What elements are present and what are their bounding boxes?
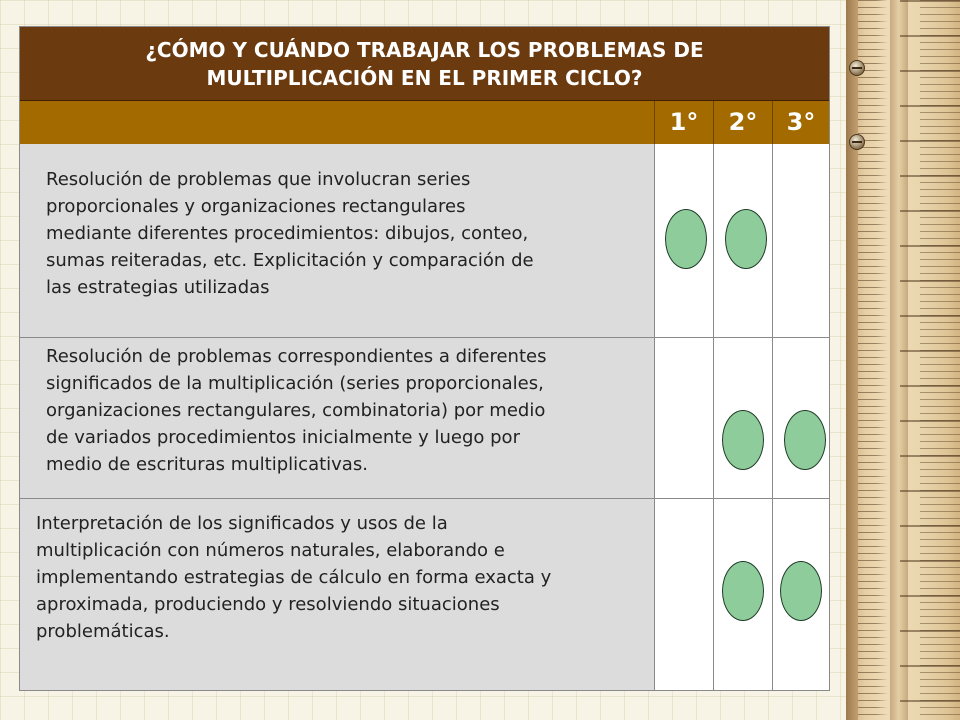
grade-3-cell — [772, 144, 829, 337]
grade-mark-oval — [722, 561, 764, 621]
row-text-line: problemáticas. — [36, 621, 170, 642]
row-text-line: proporcionales y organizaciones rectangulares — [46, 196, 466, 217]
grade-header-3: 3° — [772, 101, 829, 144]
row-text-line: organizaciones rectangulares, combinatoria) por medio — [46, 400, 546, 421]
row-text-line: las estrategias utilizadas — [46, 277, 270, 298]
row-text-line: multiplicación con números naturales, elaborando e — [36, 540, 505, 561]
grade-1-cell — [654, 499, 713, 690]
grade-mark-oval — [665, 209, 707, 269]
wooden-ruler-decoration — [846, 0, 960, 720]
table-title — [20, 27, 829, 101]
row-text-line: mediante diferentes procedimientos: dibujos, conteo, — [46, 223, 529, 244]
grade-mark-oval — [784, 410, 826, 470]
multiplication-table — [19, 26, 830, 691]
ruler-screw-icon — [849, 134, 865, 150]
table-row — [20, 144, 829, 338]
row-text-line: Resolución de problemas que involucran series — [46, 169, 471, 190]
grade-mark-oval — [780, 561, 822, 621]
grade-header-2: 2° — [713, 101, 772, 144]
row-text-line: medio de escrituras multiplicativas. — [46, 454, 368, 475]
row-description — [46, 343, 546, 478]
ruler-ticks-major — [900, 0, 960, 720]
ruler-ticks-left — [858, 0, 888, 720]
row-text-line: de variados procedimientos inicialmente y luego por — [46, 427, 520, 448]
row-text-line: Resolución de problemas correspondientes a diferentes — [46, 346, 547, 367]
ruler-screw-icon — [849, 60, 865, 76]
table-row — [20, 499, 829, 690]
row-text-line: aproximada, produciendo y resolviendo situaciones — [36, 594, 500, 615]
row-text-line: Interpretación de los significados y usos de la — [36, 513, 448, 534]
grade-mark-oval — [722, 410, 764, 470]
ruler-edge — [846, 0, 858, 720]
table-row — [20, 338, 829, 499]
grade-header-row — [20, 101, 829, 145]
row-description — [46, 166, 534, 301]
title-line-1: ¿CÓMO Y CUÁNDO TRABAJAR LOS PROBLEMAS DE — [145, 38, 704, 62]
grade-mark-oval — [725, 209, 767, 269]
row-description — [36, 510, 551, 645]
row-text-line: significados de la multiplicación (series proporcionales, — [46, 373, 544, 394]
grade-1-cell — [654, 338, 713, 498]
grade-header-1: 1° — [654, 101, 713, 144]
row-text-line: implementando estrategias de cálculo en forma exacta y — [36, 567, 552, 588]
title-line-2: MULTIPLICACIÓN EN EL PRIMER CICLO? — [206, 66, 643, 90]
row-text-line: sumas reiteradas, etc. Explicitación y comparación de — [46, 250, 534, 271]
